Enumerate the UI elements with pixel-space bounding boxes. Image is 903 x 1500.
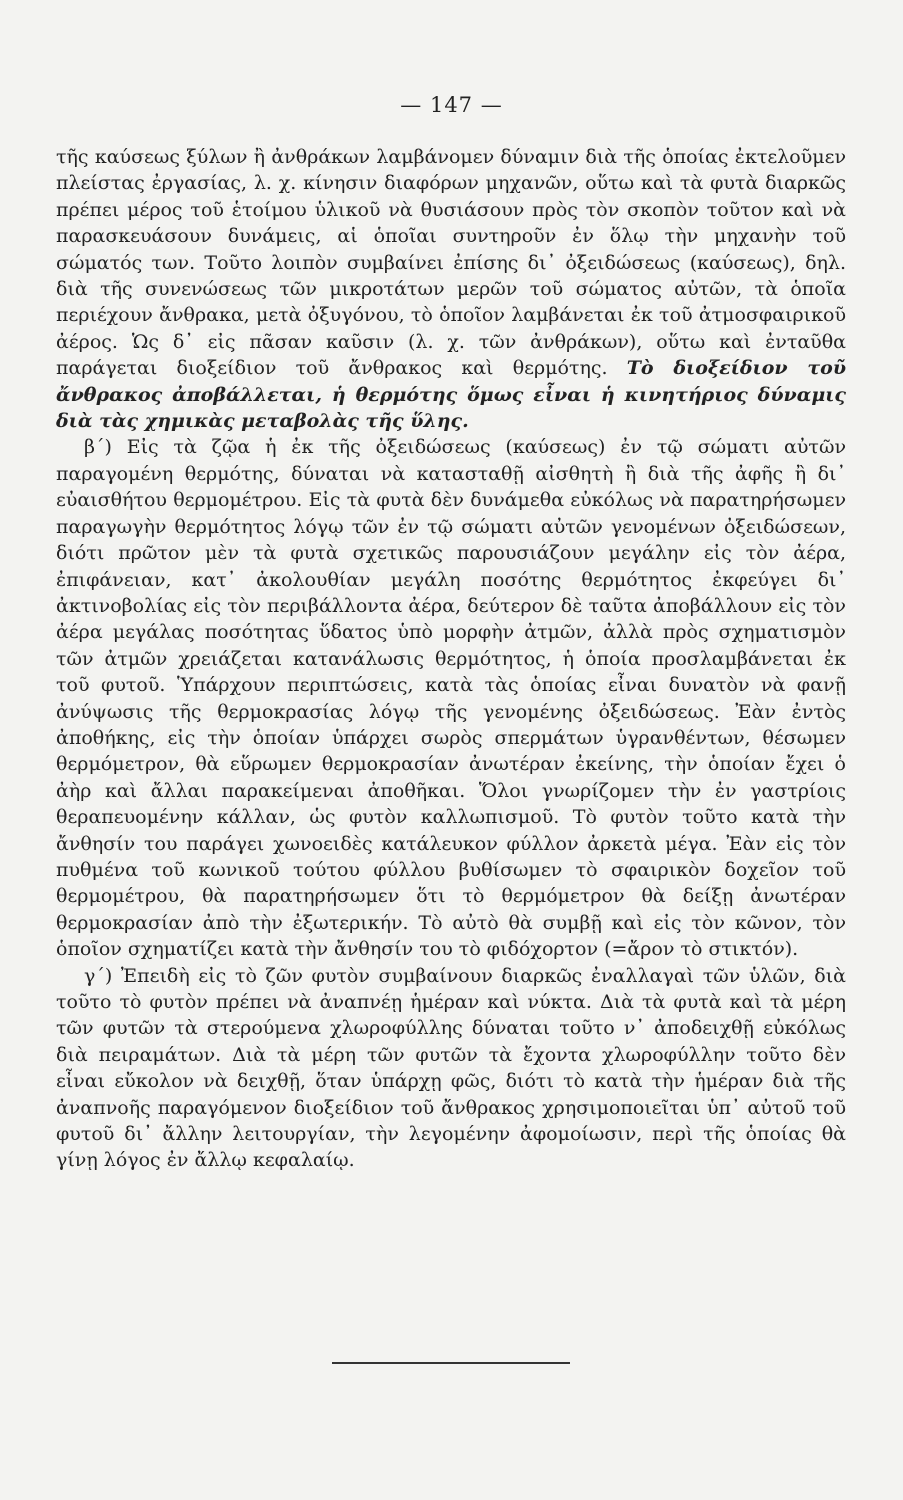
page-number: — 147 — bbox=[400, 93, 503, 117]
paragraph-3: γ΄) Ἐπειδὴ εἰς τὸ ζῶν φυτὸν συμβαίνουν διαρκῶς ἐναλλαγαὶ τῶν ὑλῶν, διὰ τοῦτο τὸ φυτὸν πρέπει νὰ ἀναπνέῃ ἡμέραν καὶ νύκτα. Διὰ τὰ φυτὰ καὶ τὰ μέρη τῶν φυτῶν τὰ στερούμενα χλωροφύλλης δύναται τοῦτο ν᾽ ἀποδειχθῇ εὐκόλως διὰ πειραμάτων. Διὰ τὰ μέρη τῶν φυτῶν τὰ ἔχοντα χλωροφύλλην τοῦτο δὲν εἶναι εὔκολον νὰ δειχθῇ, ὅταν ὑπάρχῃ φῶς, διότι τὸ κατὰ τὴν ἡμέραν διὰ τῆς ἀναπνοῆς παραγόμενον διοξείδιον τοῦ ἄνθρακος χρησιμοποιεῖται ὑπ᾽ αὐτοῦ τοῦ φυτοῦ δι᾽ ἄλλην λειτουργίαν, τὴν λεγομένην ἀφομοίωσιν, περὶ τῆς ὁποίας θὰ γίνῃ λόγος ἐν ἄλλῳ κεφαλαίῳ. bbox=[56, 964, 846, 1172]
paragraph-1 bbox=[56, 144, 846, 434]
body-text bbox=[56, 144, 846, 1174]
paragraph-2: β΄) Εἰς τὰ ζῷα ἡ ἐκ τῆς ὀξειδώσεως (καύσεως) ἐν τῷ σώματι αὐτῶν παραγομένη θερμότης, δύναται νὰ κατασταθῇ αἰσθητὴ ἢ διὰ τῆς ἀφῆς ἢ δι᾽ εὐαισθήτου θερμομέτρου. Εἰς τὰ φυτὰ δὲν δυνάμεθα εὐκόλως νὰ παρατηρήσωμεν παραγωγὴν θερμότητος λόγῳ τῶν ἐν τῷ σώματι αὐτῶν γενομένων ὀξειδώσεων, διότι πρῶτον μὲν τὰ φυτὰ σχετικῶς παρουσιάζουν μεγάλην εἰς τὸν ἀέρα, ἐπιφάνειαν, κατ᾽ ἀκολουθίαν μεγάλη ποσότης θερμότητος ἐκφεύγει δι᾽ ἀκτινοβολίας εἰς τὸν περιβάλλοντα ἀέρα, δεύτερον δὲ ταῦτα ἀποβάλλουν εἰς τὸν ἀέρα μεγάλας ποσότητας ὕδατος ὑπὸ μορφὴν ἀτμῶν, ἀλλὰ πρὸς σχηματισμὸν τῶν ἀτμῶν χρειάζεται κατανάλωσις θερμότητος, ἡ ὁποία προσλαμβάνεται ἐκ τοῦ φυτοῦ. Ὑπάρχουν περιπτώσεις, κατὰ τὰς ὁποίας εἶναι δυνατὸν νὰ φανῇ ἀνύψωσις τῆς θερμοκρασίας λόγῳ τῆς γενομένης ὀξειδώσεως. Ἐὰν ἐντὸς ἀποθήκης, εἰς τὴν ὁποίαν ὑπάρχει σωρὸς σπερμάτων ὑγρανθέντων, θέσωμεν θερμόμετρον, θὰ εὕρωμεν θερμοκρασίαν ἀνωτέραν ἐκείνης, τὴν ὁποίαν ἔχει ὁ ἀὴρ καὶ ἄλλαι παρακείμεναι ἀποθῆκαι. Ὅλοι γνωρίζομεν τὴν ἐν γαστρίοις θεραπευομένην κάλλαν, ὡς φυτὸν καλλωπισμοῦ. Τὸ φυτὸν τοῦτο κατὰ τὴν ἄνθησίν του παράγει χωνοειδὲς κατάλευκον φύλλον ἀρκετὰ μέγα. Ἐὰν εἰς τὸν πυθμένα τοῦ κωνικοῦ τούτου φύλλου βυθίσωμεν τὸ σφαιρικὸν δοχεῖον τοῦ θερμομέτρου, θὰ παρατηρήσωμεν ὅτι τὸ θερμόμετρον θὰ δείξῃ ἀνωτέραν θερμοκρασίαν ἀπὸ τὴν ἐξωτερικήν. Τὸ αὐτὸ θὰ συμβῇ καὶ εἰς τὸν κῶνον, τὸν ὁποῖον σχηματίζει κατὰ τὴν ἄνθησίν του τὸ φιδόχορτον (=ἄρον τὸ στικτόν). bbox=[56, 436, 846, 961]
end-rule-divider bbox=[332, 1362, 570, 1364]
paragraph-1-text: τῆς καύσεως ξύλων ἢ ἀνθράκων λαμβάνομεν δύναμιν διὰ τῆς ὁποίας ἐκτελοῦμεν πλείστας ἐργασίας, λ. χ. κίνησιν διαφόρων μηχανῶν, οὕτω καὶ τὰ φυτὰ διαρκῶς πρέπει μέρος τοῦ ἑτοίμου ὑλικοῦ νὰ θυσιάσουν πρὸς τὸν σκοπὸν τοῦτον καὶ νὰ παρασκευάσουν δυνάμεις, αἱ ὁποῖαι συντηροῦν ἐν ὅλῳ τὴν μηχανὴν τοῦ σώματός των. Τοῦτο λοιπὸν συμβαίνει ἐπίσης δι᾽ ὀξειδώσεως (καύσεως), δηλ. διὰ τῆς συνενώσεως τῶν μικροτάτων μερῶν τοῦ σώματος αὐτῶν, τὰ ὁποῖα περιέχουν ἄνθρακα, μετὰ ὀξυγόνου, τὸ ὁποῖον λαμβάνεται ἐκ τοῦ ἀτμοσφαιρικοῦ ἀέρος. Ὡς δ᾽ εἰς πᾶσαν καῦσιν (λ. χ. τῶν ἀνθράκων), οὕτω καὶ ἐνταῦθα παράγεται διοξείδιον τοῦ ἄνθρακος καὶ θερμότης. bbox=[56, 146, 846, 380]
paragraph-1-bold-text: Τὸ διοξείδιον τοῦ ἄνθρακος ἀποβάλλεται, ἡ θερμότης ὅμως εἶναι ἡ κινητήριος δύναμις διὰ τὰς χημικὰς μεταβολὰς τῆς ὕλης. bbox=[56, 357, 846, 433]
